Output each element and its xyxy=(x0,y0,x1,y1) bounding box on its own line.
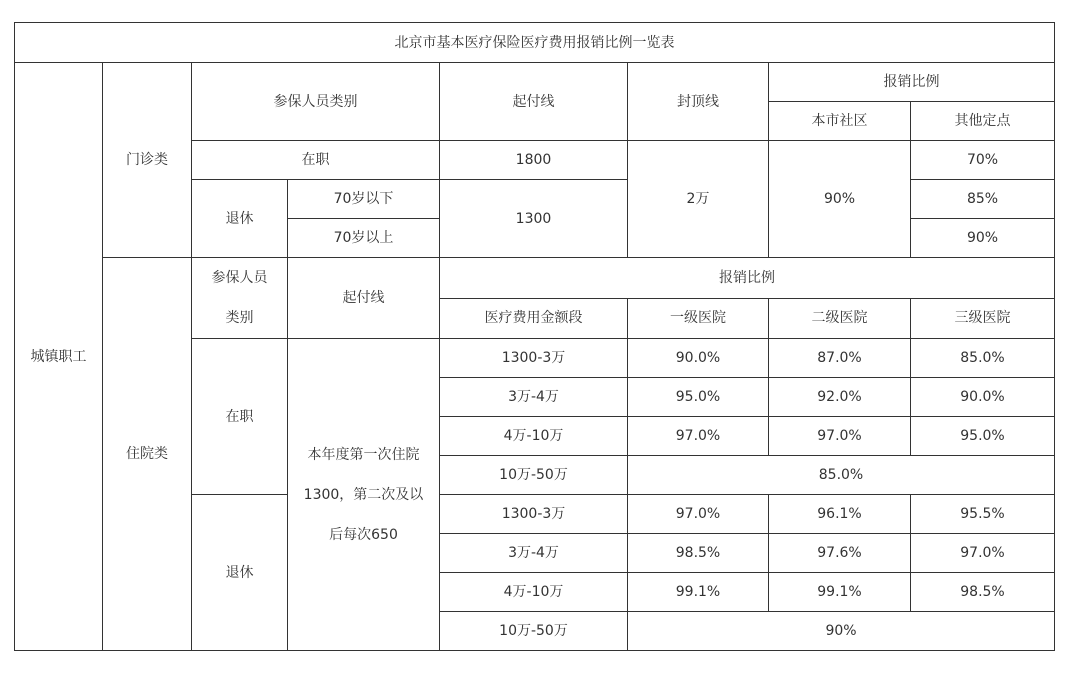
outpatient-cap: 2万 xyxy=(628,141,769,258)
outpatient-header-other: 其他定点 xyxy=(911,102,1055,141)
outpatient-retired: 退休 xyxy=(192,180,288,258)
outpatient-header-person-type: 参保人员类别 xyxy=(192,63,440,141)
table-cell: 85.0% xyxy=(628,456,1055,495)
table-cell: 4万-10万 xyxy=(440,573,628,612)
table-cell: 3万-4万 xyxy=(440,378,628,417)
outpatient-in-service: 在职 xyxy=(192,141,440,180)
outpatient-community-ratio: 90% xyxy=(769,141,911,258)
table-cell: 4万-10万 xyxy=(440,417,628,456)
table-cell: 96.1% xyxy=(769,495,911,534)
outpatient-retired-deductible: 1300 xyxy=(440,180,628,258)
table-cell: 99.1% xyxy=(769,573,911,612)
inpatient-header-level2: 二级医院 xyxy=(769,298,911,339)
inpatient-category: 住院类 xyxy=(103,258,192,651)
inpatient-header-person-type-text: 参保人员 类别 xyxy=(211,270,268,326)
table-cell: 10万-50万 xyxy=(440,612,628,651)
inpatient-header-person-type xyxy=(192,258,288,339)
table-cell: 95.0% xyxy=(911,417,1055,456)
table-cell: 95.5% xyxy=(911,495,1055,534)
table-cell: 3万-4万 xyxy=(440,534,628,573)
table-cell: 98.5% xyxy=(911,573,1055,612)
table-cell: 97.0% xyxy=(628,417,769,456)
table-cell: 10万-50万 xyxy=(440,456,628,495)
outpatient-header-community: 本市社区 xyxy=(769,102,911,141)
table-cell: 90% xyxy=(628,612,1055,651)
outpatient-over70: 70岁以上 xyxy=(288,219,440,258)
inpatient-deductible-text: 本年度第一次住院 1300，第二次及以 后每次650 xyxy=(303,446,424,543)
outpatient-header-deductible: 起付线 xyxy=(440,63,628,141)
reimbursement-table xyxy=(14,22,1055,651)
table-title: 北京市基本医疗保险医疗费用报销比例一览表 xyxy=(15,23,1055,63)
table-cell: 97.0% xyxy=(911,534,1055,573)
table-cell: 98.5% xyxy=(628,534,769,573)
table-cell: 90.0% xyxy=(628,339,769,378)
table-cell: 90.0% xyxy=(911,378,1055,417)
table-cell: 97.0% xyxy=(628,495,769,534)
inpatient-header-deductible: 起付线 xyxy=(288,258,440,339)
inpatient-header-ratio: 报销比例 xyxy=(440,258,1055,299)
outpatient-header-cap: 封顶线 xyxy=(628,63,769,141)
inpatient-in-service: 在职 xyxy=(192,339,288,495)
table-cell: 1300-3万 xyxy=(440,495,628,534)
outpatient-other-in-service: 70% xyxy=(911,141,1055,180)
outpatient-other-under70: 85% xyxy=(911,180,1055,219)
inpatient-retired: 退休 xyxy=(192,495,288,651)
inpatient-header-level3: 三级医院 xyxy=(911,298,1055,339)
table-cell: 97.0% xyxy=(769,417,911,456)
inpatient-header-amount: 医疗费用金额段 xyxy=(440,298,628,339)
inpatient-header-level1: 一级医院 xyxy=(628,298,769,339)
table-cell: 99.1% xyxy=(628,573,769,612)
table-cell: 92.0% xyxy=(769,378,911,417)
table-cell: 95.0% xyxy=(628,378,769,417)
outpatient-category: 门诊类 xyxy=(103,63,192,258)
table-cell: 97.6% xyxy=(769,534,911,573)
table-cell: 85.0% xyxy=(911,339,1055,378)
outpatient-under70: 70岁以下 xyxy=(288,180,440,219)
table-cell: 1300-3万 xyxy=(440,339,628,378)
table-cell: 87.0% xyxy=(769,339,911,378)
outpatient-other-over70: 90% xyxy=(911,219,1055,258)
outpatient-in-service-deductible: 1800 xyxy=(440,141,628,180)
inpatient-deductible xyxy=(288,339,440,651)
outpatient-header-ratio: 报销比例 xyxy=(769,63,1055,102)
group-label: 城镇职工 xyxy=(15,63,103,651)
